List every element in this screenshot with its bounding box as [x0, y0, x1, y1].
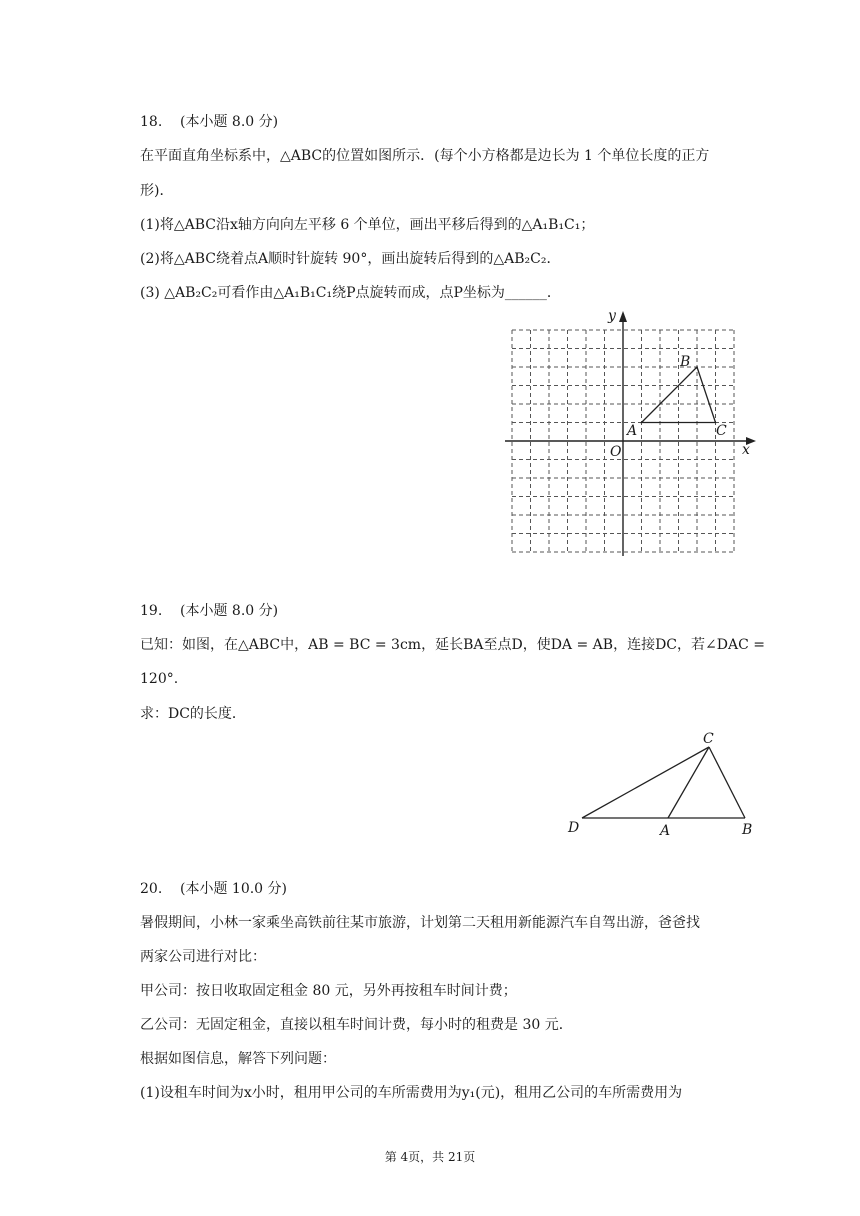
q20-header	[140, 879, 287, 899]
q18-score: (本小题 8.0 分)	[180, 114, 279, 130]
label-point-a: A	[627, 423, 638, 439]
q19-score: (本小题 8.0 分)	[180, 603, 279, 619]
label-point-a: A	[660, 823, 671, 839]
q19-number: 19.	[140, 603, 163, 619]
label-point-c: C	[716, 423, 727, 439]
label-point-b: B	[742, 822, 753, 838]
q20-text-5: 根据如图信息，解答下列问题：	[140, 1051, 336, 1067]
q18-text-1b: 形)．	[140, 183, 174, 199]
label-x: x	[742, 442, 750, 458]
q19-text-1b: 120°.	[140, 671, 179, 687]
label-point-d: D	[568, 820, 580, 836]
label-origin: O	[610, 444, 622, 460]
q18-number: 18.	[140, 114, 163, 130]
q20-text-6: (1)设租车时间为x小时，租用甲公司的车所需费用为y₁(元)，租用乙公司的车所需费用为	[140, 1085, 683, 1101]
q18-part-2: (2)将△ABC绕着点A顺时针旋转 90°，画出旋转后得到的△AB₂C₂．	[140, 251, 561, 267]
q20-number: 20.	[140, 881, 163, 897]
q18-part-3: (3) △AB₂C₂可看作由△A₁B₁C₁绕P点旋转而成，点P坐标为______．	[140, 285, 561, 301]
q20-score: (本小题 10.0 分)	[180, 881, 287, 897]
q19-triangle-figure	[560, 725, 760, 840]
label-point-c: C	[703, 731, 714, 747]
q18-text-1: 在平面直角坐标系中，△ABC的位置如图所示．(每个小方格都是边长为 1 个单位长度的正方	[140, 148, 710, 164]
page-footer: 第 4页，共 21页	[384, 1150, 476, 1164]
q20-text-4: 乙公司：无固定租金，直接以租车时间计费，每小时的租费是 30 元．	[140, 1017, 573, 1033]
label-point-b: B	[680, 354, 691, 370]
label-y: y	[608, 308, 616, 324]
q19-header	[140, 601, 278, 621]
q20-text-2: 两家公司进行对比：	[140, 949, 266, 965]
q19-text-1: 已知：如图，在△ABC中，AB = BC = 3cm，延长BA至点D，使DA = AB，连接DC，若∠DAC =	[140, 637, 765, 653]
q20-text-3: 甲公司：按日收取固定租金 80 元，另外再按租车时间计费；	[140, 983, 517, 999]
q18-part-1: (1)将△ABC沿x轴方向向左平移 6 个单位，画出平移后得到的△A₁B₁C₁；	[140, 217, 595, 233]
q18-coordinate-grid-figure	[500, 305, 760, 560]
y-axis-arrow-icon	[619, 311, 627, 322]
q18-header	[140, 112, 278, 132]
q20-text-1: 暑假期间，小林一家乘坐高铁前往某市旅游，计划第二天租用新能源汽车自驾出游，爸爸找	[140, 915, 700, 931]
q19-text-2: 求：DC的长度．	[140, 706, 246, 722]
